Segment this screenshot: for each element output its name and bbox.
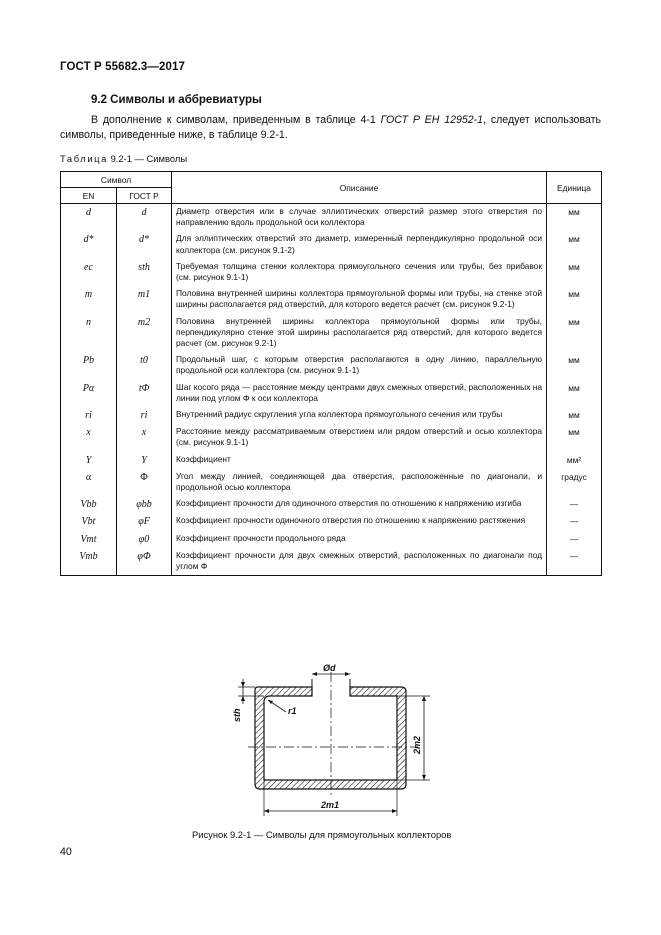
label-radius: r1 (288, 706, 297, 716)
symbol-gost: d* (117, 231, 172, 258)
symbols-table (60, 171, 602, 576)
table-row (61, 424, 602, 451)
symbol-en: Pα (61, 380, 117, 407)
table-row (61, 352, 602, 379)
table-row (61, 286, 602, 313)
page-number: 40 (60, 846, 72, 858)
symbol-unit: мм² (547, 452, 602, 469)
symbol-description: Расстояние между рассматриваемым отверстием или рядом отверстий и осью коллектора (см. рисунок 9.1-1) (172, 424, 547, 451)
symbol-gost: φΦ (117, 548, 172, 576)
symbol-gost: t0 (117, 352, 172, 379)
symbol-en: Vbb (61, 496, 117, 513)
symbol-en: d* (61, 231, 117, 258)
symbol-unit: мм (547, 352, 602, 379)
table-row (61, 548, 602, 576)
table-row (61, 231, 602, 258)
symbol-gost: Φ (117, 469, 172, 496)
symbol-gost: m2 (117, 314, 172, 353)
table-row (61, 469, 602, 496)
symbol-gost: tΦ (117, 380, 172, 407)
header-gost: ГОСТ Р (117, 188, 172, 204)
header-unit: Единица (547, 172, 602, 204)
symbol-gost: ri (117, 407, 172, 424)
symbol-description: Коэффициент прочности продольного ряда (172, 531, 547, 548)
symbol-en: Pb (61, 352, 117, 379)
collector-drawing (218, 652, 448, 827)
symbol-description: Продольный шаг, с которым отверстия располагаются в одну линию, параллельную продольной оси коллектора (см. рисунок 9.1-1) (172, 352, 547, 379)
table-row (61, 452, 602, 469)
intro-standard-ref: ГОСТ Р ЕН 12952-1 (380, 114, 484, 126)
symbol-gost: Y (117, 452, 172, 469)
table-row (61, 407, 602, 424)
header-description: Описание (172, 172, 547, 204)
symbol-en: Y (61, 452, 117, 469)
symbol-unit: — (547, 548, 602, 576)
label-wall-thickness: sth (232, 708, 242, 722)
intro-text-after: , следует использовать символы, приведенные ниже, в таблице 9.2-1. (60, 114, 601, 141)
symbol-en: α (61, 469, 117, 496)
table-caption-text: 9.2-1 — Символы (107, 153, 188, 164)
section-title: 9.2 Символы и аббревиатуры (91, 94, 262, 106)
header-en: EN (61, 188, 117, 204)
symbol-unit: мм (547, 286, 602, 313)
table-caption-label: Таблица (60, 153, 108, 164)
symbol-unit: мм (547, 314, 602, 353)
symbol-description: Шаг косого ряда — расстояние между центрами двух смежных отверстий, расположенных на линии под углом Φ к оси коллектора (172, 380, 547, 407)
symbol-gost: φ0 (117, 531, 172, 548)
symbol-description: Коэффициент прочности одиночного отверстия по отношению к напряжению растяжения (172, 513, 547, 530)
symbol-en: Vmb (61, 548, 117, 576)
symbol-gost: sth (117, 259, 172, 286)
symbol-description: Коэффициент прочности для двух смежных отверстий, расположенных по диагонали под углом Φ (172, 548, 547, 576)
symbol-en: m (61, 286, 117, 313)
symbol-en: Vbt (61, 513, 117, 530)
symbol-unit: градус (547, 469, 602, 496)
symbol-en: n (61, 314, 117, 353)
symbol-unit: мм (547, 231, 602, 258)
symbol-gost: d (117, 204, 172, 232)
symbol-en: x (61, 424, 117, 451)
table-row (61, 531, 602, 548)
symbol-description: Требуемая толщина стенки коллектора прямоугольного сечения или трубы, без прибавок (см. рисунок 9.1-1) (172, 259, 547, 286)
figure-rect-collector (218, 652, 448, 827)
symbol-description: Внутренний радиус скругления угла коллектора прямоугольного сечения или трубы (172, 407, 547, 424)
intro-paragraph (60, 113, 601, 143)
symbol-description: Для эллиптических отверстий это диаметр, измеренный перпендикулярно продольной оси коллектора (см. рисунок 9.1-2) (172, 231, 547, 258)
symbol-en: ri (61, 407, 117, 424)
symbol-unit: мм (547, 424, 602, 451)
intro-text-before: В дополнение к символам, приведенным в таблице 4-1 (91, 114, 381, 126)
symbol-en: ec (61, 259, 117, 286)
symbol-unit: мм (547, 204, 602, 232)
symbol-description: Угол между линией, соединяющей два отверстия, расположенные по диагонали, и продольной осью коллектора (172, 469, 547, 496)
symbol-unit: мм (547, 407, 602, 424)
symbol-description: Половина внутренней ширины коллектора прямоугольной формы или трубы, на стенке этой ширины располагается ряд отверстий, для которого ведется расчет (см. рисунок 9.2-1) (172, 286, 547, 313)
symbol-gost: x (117, 424, 172, 451)
symbol-description: Коэффициент (172, 452, 547, 469)
symbol-en: d (61, 204, 117, 232)
label-2m1: 2m1 (321, 800, 340, 810)
symbol-gost: φbb (117, 496, 172, 513)
label-diameter: Ød (323, 663, 336, 673)
symbol-unit: — (547, 531, 602, 548)
symbol-description: Диаметр отверстия или в случае эллиптических отверстий размер этого отверстия по направлению вдоль продольной оси коллектора (172, 204, 547, 232)
table-row (61, 259, 602, 286)
figure-caption: Рисунок 9.2-1 — Символы для прямоугольных коллекторов (192, 829, 452, 840)
symbol-en: Vmt (61, 531, 117, 548)
symbol-unit: — (547, 513, 602, 530)
symbol-gost: m1 (117, 286, 172, 313)
table-caption (60, 153, 187, 164)
table-row (61, 204, 602, 232)
symbol-description: Половина внутренней ширины коллектора прямоугольной формы или трубы, перпендикулярно стенке этой ширины располагается ряд отверстий, для которого ведется расчет (см. рисунок 9.2-1) (172, 314, 547, 353)
header-symbol: Символ (61, 172, 172, 188)
symbol-unit: мм (547, 259, 602, 286)
table-row (61, 380, 602, 407)
symbol-unit: мм (547, 380, 602, 407)
label-2m2: 2m2 (412, 735, 422, 754)
symbol-unit: — (547, 496, 602, 513)
table-row (61, 496, 602, 513)
symbol-description: Коэффициент прочности для одиночного отверстия по отношению к напряжению изгиба (172, 496, 547, 513)
symbol-gost: φF (117, 513, 172, 530)
document-header: ГОСТ Р 55682.3—2017 (60, 61, 185, 73)
collector-wall (255, 687, 406, 789)
table-row (61, 513, 602, 530)
table-row (61, 314, 602, 353)
